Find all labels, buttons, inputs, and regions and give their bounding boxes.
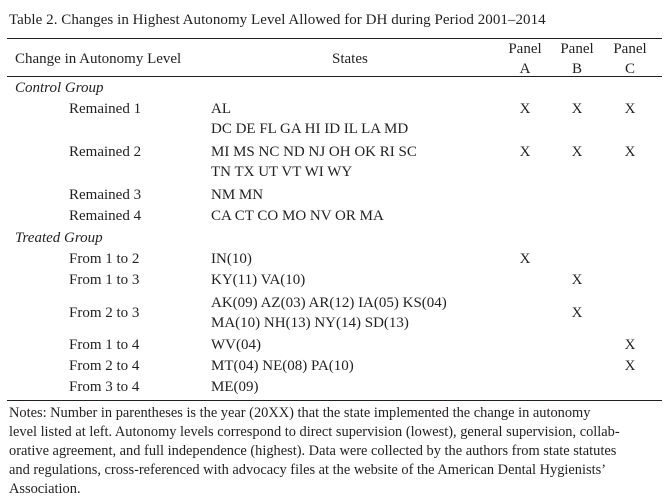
notes-line: level listed at left. Autonomy levels correspond to direct supervision (lowest), general supervision, collab- <box>9 424 620 440</box>
table-notes <box>9 404 661 499</box>
cell-panel-c: X <box>624 358 636 374</box>
row-label: Remained 4 <box>69 208 142 224</box>
cell-panel-b: X <box>571 144 583 160</box>
row-states: ME(09) <box>211 379 259 395</box>
header-states: States <box>332 51 368 67</box>
header-panel-c: Panel C <box>613 41 647 77</box>
row-states: MI MS NC ND NJ OH OK RI SC TN TX UT VT WI WY <box>211 144 417 180</box>
bottom-rule <box>7 400 662 401</box>
row-states: NM MN <box>211 187 264 203</box>
row-states: IN(10) <box>211 251 252 267</box>
header-panel-b: Panel B <box>560 41 594 77</box>
cell-panel-c: X <box>624 101 636 117</box>
header-panel-a: Panel A <box>508 41 542 77</box>
header-change: Change in Autonomy Level <box>15 51 182 67</box>
row-label: From 2 to 3 <box>69 305 140 321</box>
table-caption: Table 2. Changes in Highest Autonomy Level Allowed for DH during Period 2001–2014 <box>9 12 546 28</box>
group-control: Control Group <box>15 80 104 96</box>
row-label: From 3 to 4 <box>69 379 140 395</box>
row-states: KY(11) VA(10) <box>211 272 306 288</box>
notes-line: Association. <box>9 481 81 497</box>
group-treated: Treated Group <box>15 230 103 246</box>
row-states: AL DC DE FL GA HI ID IL LA MD <box>211 101 409 137</box>
cell-panel-c: X <box>624 144 636 160</box>
row-label: From 1 to 3 <box>69 272 140 288</box>
row-label: From 1 to 2 <box>69 251 140 267</box>
row-label: Remained 3 <box>69 187 142 203</box>
cell-panel-a: X <box>519 144 531 160</box>
row-label: Remained 2 <box>69 144 142 160</box>
row-label: From 1 to 4 <box>69 337 140 353</box>
notes-line: orative agreement, and full independence (highest). Data were collected by the authors from state statutes <box>9 443 617 459</box>
header-rule <box>7 76 662 77</box>
row-label: From 2 to 4 <box>69 358 140 374</box>
cell-panel-b: X <box>571 272 583 288</box>
row-label: Remained 1 <box>69 101 142 117</box>
cell-panel-a: X <box>519 251 531 267</box>
cell-panel-a: X <box>519 101 531 117</box>
row-states: AK(09) AZ(03) AR(12) IA(05) KS(04) MA(10) NH(13) NY(14) SD(13) <box>211 295 447 331</box>
notes-line: Notes: Number in parentheses is the year (20XX) that the state implemented the change in autonomy <box>9 405 591 421</box>
row-states: WV(04) <box>211 337 261 353</box>
notes-line: and regulations, cross-referenced with advocacy files at the website of the American Dental Hygienists’ <box>9 462 606 478</box>
cell-panel-c: X <box>624 337 636 353</box>
row-states: MT(04) NE(08) PA(10) <box>211 358 354 374</box>
row-states: CA CT CO MO NV OR MA <box>211 208 384 224</box>
cell-panel-b: X <box>571 305 583 321</box>
cell-panel-b: X <box>571 101 583 117</box>
